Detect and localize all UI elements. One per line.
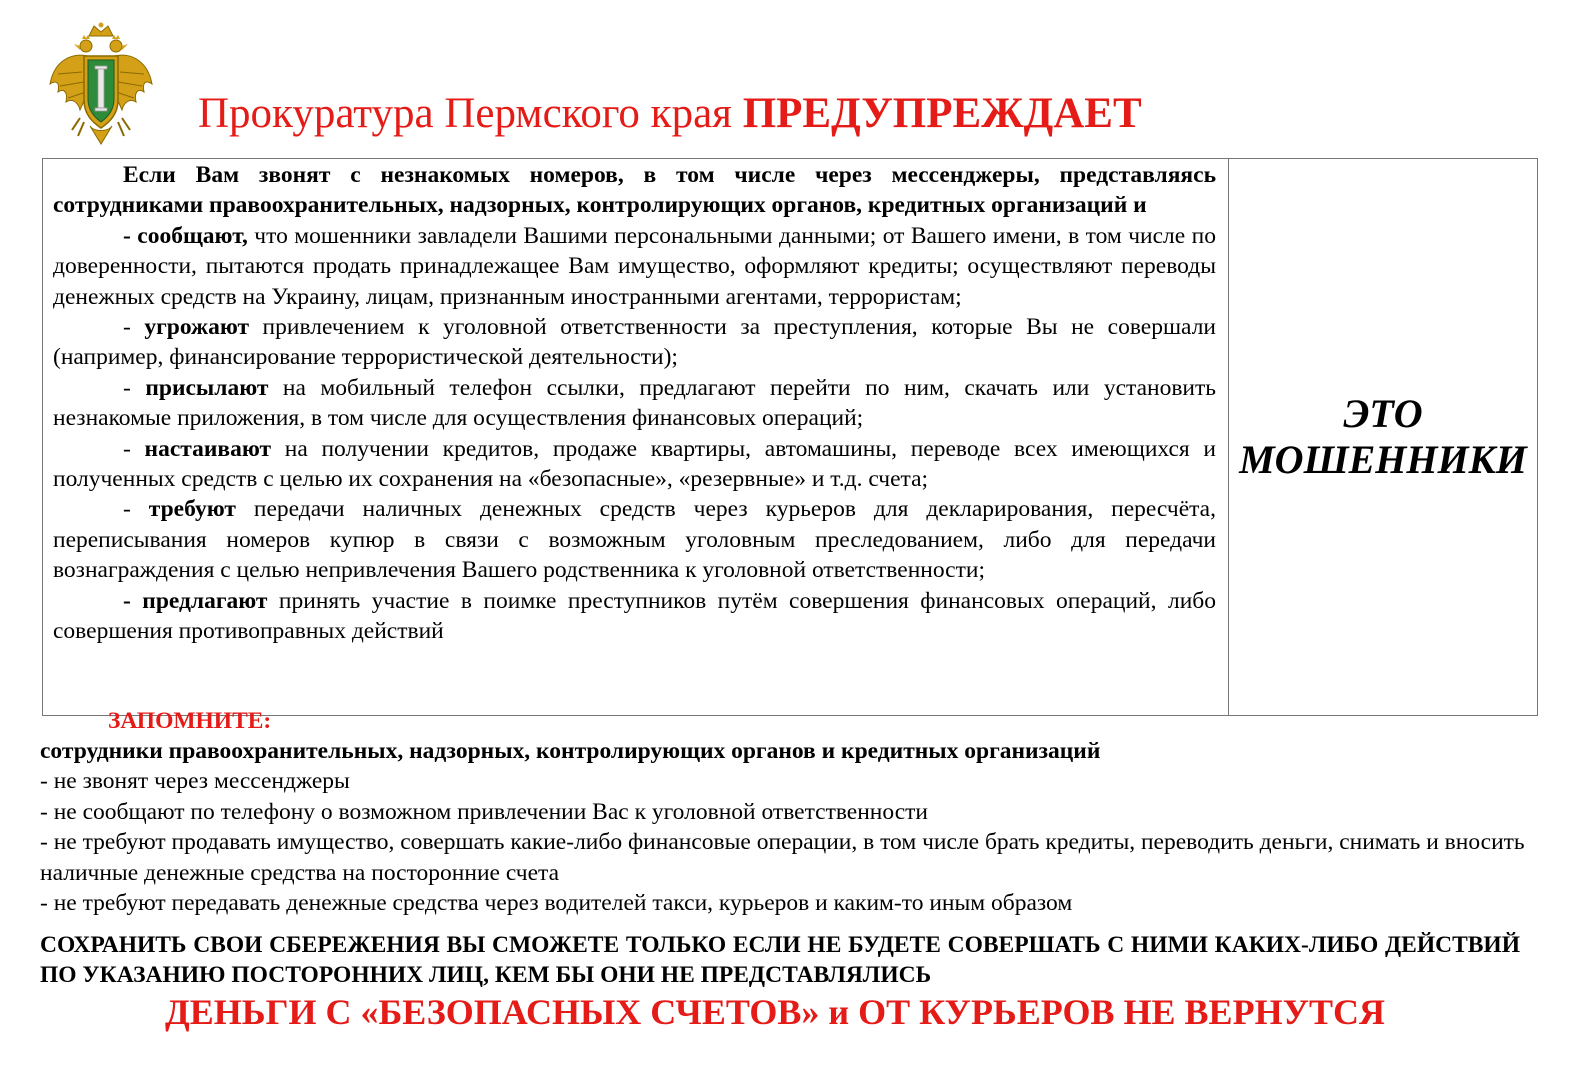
remember-rule: - не сообщают по телефону о возможном привлечении Вас к уголовной ответственности xyxy=(40,798,928,825)
prosecutor-emblem-icon xyxy=(46,22,156,152)
remember-subject: сотрудники правоохранительных, надзорных, контролирующих органов и кредитных организаций xyxy=(40,738,1101,764)
warning-item-text: принять участие в поимке преступников путём совершения финансовых операций, либо совершения противоправных действий xyxy=(53,587,1216,645)
warning-text-cell xyxy=(43,159,1229,715)
remember-rule: - не требуют передавать денежные средства через водителей такси, курьеров и каким-то иным образом xyxy=(40,890,1073,917)
warning-item-insist: - настаивают на получении кредитов, продаже квартиры, автомашины, переводе всех имеющихся и полученных средств с целью их сохранения на «безопасные», «резервные» и т.д. счета; xyxy=(53,435,1216,493)
warning-intro xyxy=(53,160,1216,221)
money-not-returned-warning: ДЕНЬГИ С «БЕЗОПАСНЫХ СЧЕТОВ» и ОТ КУРЬЕРОВ НЕ ВЕРНУТСЯ xyxy=(165,992,1385,1032)
warning-item-reports: - сообщают, что мошенники завладели Вашими персональными данными; от Вашего имени, в том числе по доверенности, пытаются продать принадлежащее Вам имущество, оформляют кредиты; осуществляют переводы денежных средств на Украину, лицам, признанным иностранными агентами, террористам; xyxy=(53,222,1216,310)
warning-item-text: на получении кредитов, продаже квартиры, автомашины, переводе всех имеющихся и полученных средств с целью их сохранения на «безопасные», «резервные» и т.д. счета; xyxy=(53,435,1216,493)
warning-item-offer: - предлагают принять участие в поимке преступников путём совершения финансовых операций, либо совершения противоправных действий xyxy=(53,587,1216,645)
fraud-label xyxy=(1239,391,1527,483)
remember-rule: - не звонят через мессенджеры xyxy=(40,768,350,795)
remember-block xyxy=(40,736,1545,918)
fraud-label-line1: ЭТО xyxy=(1343,391,1423,436)
warning-item-text: передачи наличных денежных средств через курьеров для декларирования, пересчёта, переписывания номеров купюр в связи с возможным уголовным преследованием, либо для передачи вознаграждения с целью непривлечения Вашего родственника к уголовной ответственности; xyxy=(53,496,1216,584)
warning-item-verb: требуют xyxy=(148,496,236,523)
save-savings-warning: СОХРАНИТЬ СВОИ СБЕРЕЖЕНИЯ ВЫ СМОЖЕТЕ ТОЛЬКО ЕСЛИ НЕ БУДЕТЕ СОВЕРШАТЬ С НИМИ КАКИХ-ЛИБО ДЕЙСТВИЙ ПО УКАЗАНИЮ ПОСТОРОННИХ ЛИЦ, КЕМ БЫ ОНИ НЕ ПРЕДСТАВЛЯЛИСЬ xyxy=(40,932,1520,988)
warning-item-text: на мобильный телефон ссылки, предлагают перейти по ним, скачать или установить незнакомые приложения, в том числе для осуществления финансовых операций; xyxy=(53,374,1216,432)
warning-item-text: привлечением к уголовной ответственности за преступления, которые Вы не совершали (например, финансирование террористической деятельности); xyxy=(53,314,1216,371)
warning-item-verb: угрожают xyxy=(144,314,250,341)
fraud-label-line2: МОШЕННИКИ xyxy=(1239,437,1527,482)
warning-table xyxy=(42,158,1538,716)
warning-item-text: что мошенники завладели Вашими персональными данными; от Вашего имени, в том числе по доверенности, пытаются продать принадлежащее Вам имущество, оформляют кредиты; осуществляют переводы денежных средств на Украину, лицам, признанным иностранными агентами, террористам; xyxy=(53,222,1216,310)
warning-intro-text: Если Вам звонят с незнакомых номеров, в том числе через мессенджеры, представляясь сотрудниками правоохранительных, надзорных, контролирующих органов, кредитных организаций и xyxy=(53,162,1216,219)
warning-item-verb: сообщают, xyxy=(137,222,248,249)
warning-item-links: - присылают на мобильный телефон ссылки, предлагают перейти по ним, скачать или установить незнакомые приложения, в том числе для осуществления финансовых операций; xyxy=(53,374,1216,432)
fraud-label-cell xyxy=(1229,159,1537,715)
warning-item-demand: - требуют передачи наличных денежных средств через курьеров для декларирования, пересчёта, переписывания номеров купюр в связи с возможным уголовным преследованием, либо для передачи вознаграждения с целью непривлечения Вашего родственника к уголовной ответственности; xyxy=(53,496,1216,584)
warning-item-threats: - угрожают привлечением к уголовной ответственности за преступления, которые Вы не совершали (например, финансирование террористической деятельности); xyxy=(53,314,1216,371)
page-title-regular: Прокуратура Пермского края xyxy=(198,90,743,137)
warning-item-verb: присылают xyxy=(145,374,269,401)
remember-title: ЗАПОМНИТЕ: xyxy=(108,708,272,734)
warning-item-verb: предлагают xyxy=(142,587,268,614)
remember-rule: - не требуют продавать имущество, совершать какие-либо финансовые операции, в том числе брать кредиты, переводить деньги, снимать и вносить наличные денежные средства на посторонние счета xyxy=(40,829,1525,886)
page-title xyxy=(198,86,1142,142)
page-title-bold: ПРЕДУПРЕЖДАЕТ xyxy=(742,90,1142,137)
warning-item-verb: настаивают xyxy=(144,435,272,462)
